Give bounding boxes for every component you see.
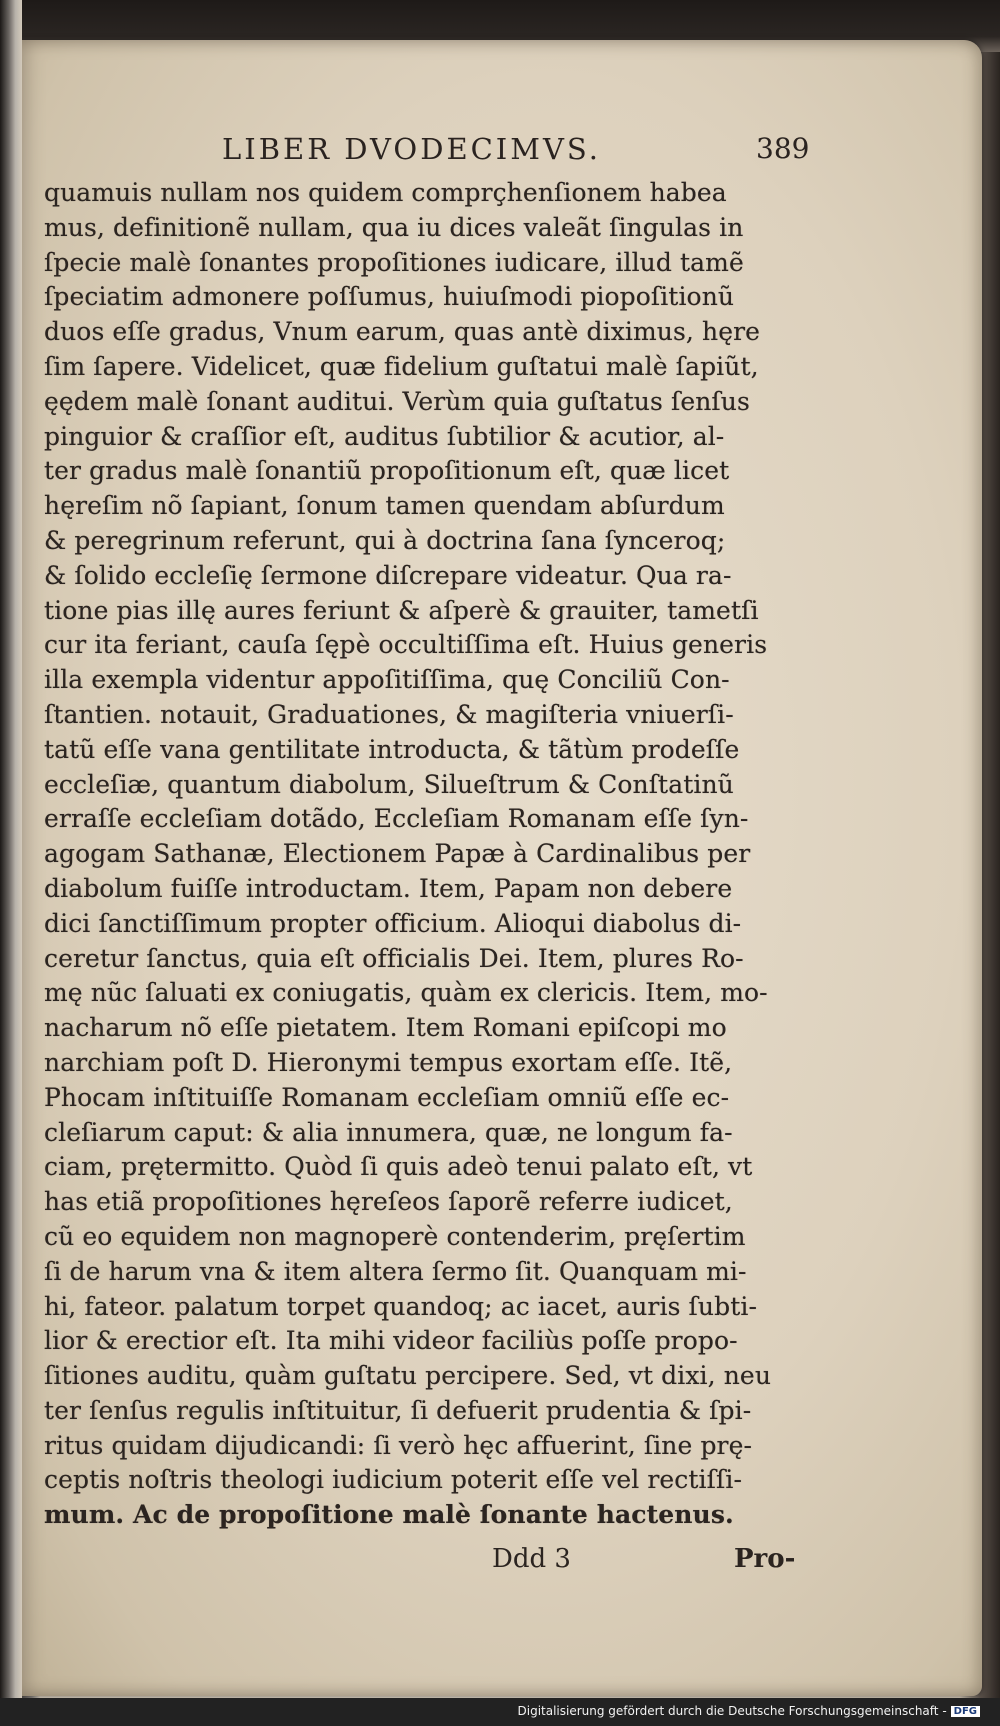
text-line: duos eſſe gradus, Vnum earum, quas antè diximus, hęre: [44, 317, 761, 347]
signature-mark: Ddd 3: [492, 1544, 571, 1574]
credit-line-text: Digitalisierung gefördert durch die Deutsche Forschungsgemeinschaft -: [517, 1704, 947, 1718]
text-line: erraſſe eccleſiam dotãdo, Eccleſiam Romanam eſſe ſyn-: [44, 804, 749, 834]
text-line: cũ eo equidem non magnoperè contenderim, pręſertim: [44, 1221, 746, 1251]
text-line: ſim ſapere. Videlicet, quæ fidelium guſtatui malè ſapiũt,: [44, 351, 759, 381]
text-line: ceptis noſtris theologi iudicium poterit eſſe vel rectiſſi-: [44, 1465, 743, 1495]
binding-edge: [0, 0, 22, 1726]
text-line: ęędem malè ſonant auditui. Verùm quia guſtatus ſenſus: [44, 386, 750, 416]
text-line: nacharum nõ eſſe pietatem. Item Romani epiſcopi mo: [44, 1013, 727, 1043]
credit-text: [518, 1704, 981, 1718]
text-line: ſpeciatim admonere poſſumus, huiuſmodi piopoſitionũ: [44, 282, 735, 312]
text-line: has etiã propoſitiones hęreſeos ſaporẽ referre iudicet,: [44, 1187, 733, 1217]
text-line: ter ſenſus regulis inſtituitur, ſi defuerit prudentia & ſpi-: [44, 1395, 752, 1425]
text-line: lior & erectior eſt. Ita mihi videor faciliùs poſſe propo-: [44, 1326, 738, 1356]
body-text: [44, 176, 814, 1533]
running-head: [46, 132, 816, 172]
text-line: diabolum fuiſſe introductam. Item, Papam non debere: [44, 873, 733, 903]
text-line: Phocam inſtituiſſe Romanam eccleſiam omniũ eſſe ec-: [44, 1082, 730, 1112]
text-line: ſtantien. notauit, Graduationes, & magiſteria vniuerſi-: [44, 699, 734, 729]
text-line: eccleſiæ, quantum diabolum, Silueſtrum & Conſtatinũ: [44, 769, 734, 799]
text-line: hęreſim nõ ſapiant, ſonum tamen quendam abſurdum: [44, 491, 725, 521]
text-line: ciam, prętermitto. Quòd ſi quis adeò tenui palato eſt, vt: [44, 1152, 753, 1182]
page-number: 389: [756, 132, 810, 165]
text-line: tatũ eſſe vana gentilitate introducta, & tãtùm prodeſſe: [44, 734, 740, 764]
text-line: dici ſanctiſſimum propter officium. Alioqui diabolus di-: [44, 908, 742, 938]
text-line: ceretur ſanctus, quia eſt officialis Dei. Item, plures Ro-: [44, 943, 744, 973]
text-line: illa exempla videntur appoſitiſſima, quę Conciliũ Con-: [44, 665, 730, 695]
text-line: & ſolido eccleſię ſermone diſcrepare videatur. Qua ra-: [44, 560, 732, 590]
text-line: hi, fateor. palatum torpet quandoq; ac iacet, auris ſubti-: [44, 1291, 757, 1321]
text-line: & peregrinum referunt, qui à doctrina ſana ſynceroq;: [44, 525, 726, 555]
page-footer: [44, 1544, 814, 1580]
text-line: mus, definitionẽ nullam, qua iu dices valeãt ſingulas in: [44, 212, 744, 242]
text-line: narchiam poſt D. Hieronymi tempus exortam eſſe. Itẽ,: [44, 1047, 733, 1077]
credit-bar: [0, 1698, 1000, 1726]
text-line: ſpecie malè ſonantes propoſitiones iudicare, illud tamẽ: [44, 247, 744, 277]
text-line: ſi de harum vna & item altera ſermo ſit. Quanquam mi-: [44, 1256, 747, 1286]
text-line: ſitiones auditu, quàm guſtatu percipere. Sed, vt dixi, neu: [44, 1361, 772, 1391]
running-head-title: LIBER DVODECIMVS.: [222, 132, 601, 166]
text-line: ter gradus malè ſonantiũ propoſitionum eſt, quæ licet: [44, 456, 730, 486]
text-line: tione pias illę aures feriunt & aſperè & grauiter, tametſi: [44, 595, 759, 625]
text-line: cur ita feriant, cauſa ſępè occultiſſima eſt. Huius generis: [44, 630, 768, 660]
text-line: mę nũc ſaluati ex coniugatis, quàm ex clericis. Item, mo-: [44, 978, 768, 1008]
catchword: Pro-: [734, 1544, 796, 1574]
text-line: cleſiarum caput: & alia innumera, quæ, ne longum fa-: [44, 1117, 733, 1147]
text-line: ritus quidam dijudicandi: ſi verò hęc affuerint, ſine prę-: [44, 1430, 753, 1460]
dfg-logo: DFG: [951, 1706, 980, 1717]
text-line: quamuis nullam nos quidem comprçhenſionem habea: [44, 178, 727, 207]
text-line: mum. Ac de propoſitione malè ſonante hactenus.: [44, 1500, 734, 1530]
text-line: agogam Sathanæ, Electionem Papæ à Cardinalibus per: [44, 839, 751, 869]
text-line: pinguior & craſſior eſt, auditus ſubtilior & acutior, al-: [44, 421, 725, 451]
